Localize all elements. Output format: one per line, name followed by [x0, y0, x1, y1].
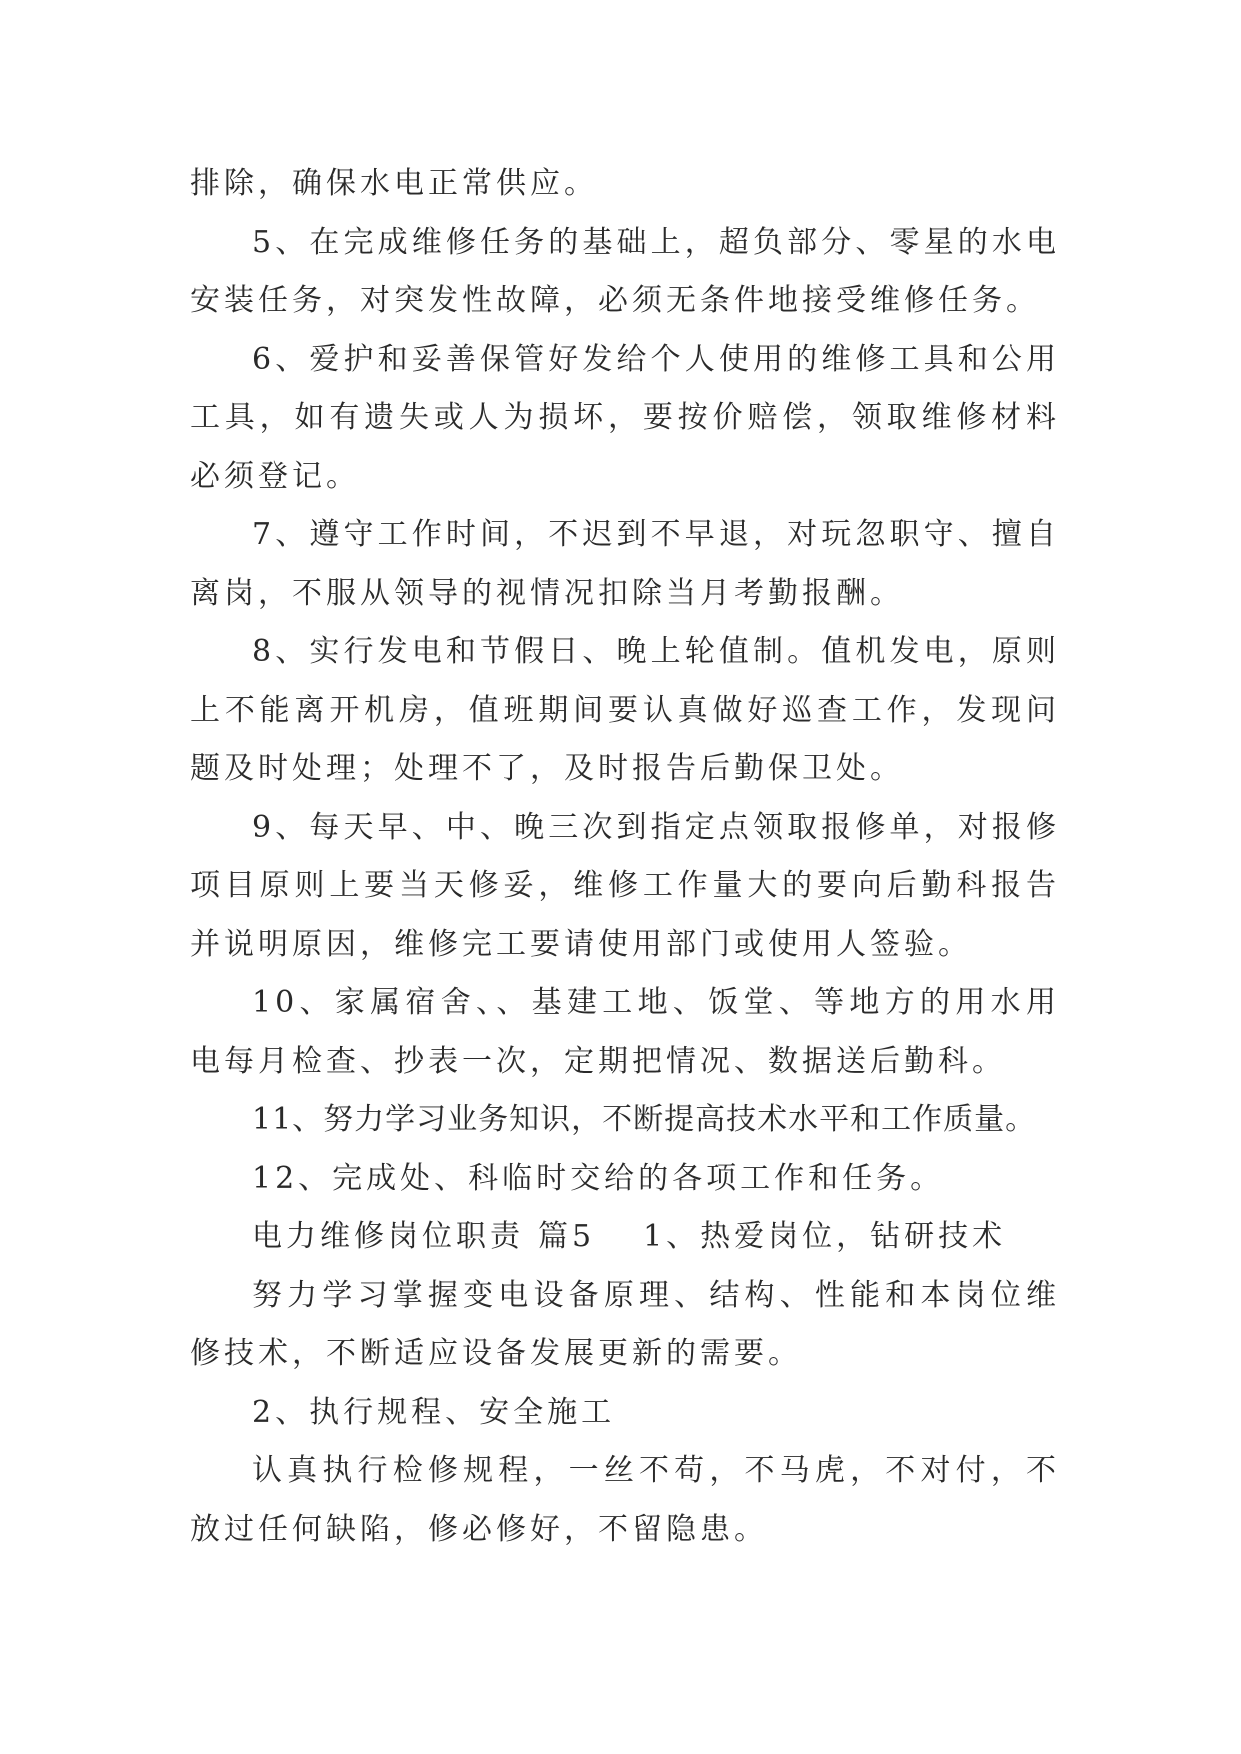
section-first-item: 1、热爱岗位，钻研技术	[643, 1219, 1007, 1254]
paragraph-item-12: 12、完成处、科临时交给的各项工作和任务。	[252, 1160, 945, 1196]
paragraph-continuation: 排除，确保水电正常供应。	[190, 166, 598, 201]
paragraph-item-8: 8、实行发电和节假日、晚上轮值制。值机发电，原则上不能离开机房，值班期间要认真做好巡查工作，发现问题及时处理；处理不了，及时报告后勤保卫处。	[190, 634, 1060, 786]
paragraph-section-item-2-body: 认真执行检修规程，一丝不苟，不马虎，不对付，不放过任何缺陷，修必修好，不留隐患。	[190, 1453, 1060, 1547]
paragraph-item-7: 7、遵守工作时间，不迟到不早退，对玩忽职守、擅自离岗，不服从领导的视情况扣除当月考勤报酬。	[190, 517, 1060, 611]
paragraph-section-item-2-title: 2、执行规程、安全施工	[252, 1394, 616, 1430]
paragraph-section-item-1-body: 努力学习掌握变电设备原理、结构、性能和本岗位维修技术，不断适应设备发展更新的需要。	[190, 1277, 1060, 1371]
paragraph-item-9: 9、每天早、中、晚三次到指定点领取报修单，对报修项目原则上要当天修妥，维修工作量大的要向后勤科报告并说明原因，维修完工要请使用部门或使用人签验。	[190, 809, 1060, 962]
paragraph-item-6: 6、爱护和妥善保管好发给个人使用的维修工具和公用工具，如有遗失或人为损坏，要按价赔偿，领取维修材料必须登记。	[190, 341, 1060, 494]
paragraph-item-11: 11、努力学习业务知识，不断提高技术水平和工作质量。	[252, 1102, 1037, 1137]
section-heading	[190, 1208, 1060, 1267]
section-part: 篇5	[538, 1219, 596, 1254]
document-body	[190, 155, 1060, 1559]
paragraph-item-10: 10、家属宿舍、、基建工地、饭堂、等地方的用水用电每月检查、抄表一次，定期把情况、数据送后勤科。	[190, 985, 1060, 1079]
section-title: 电力维修岗位职责	[252, 1219, 524, 1254]
paragraph-item-5: 5、在完成维修任务的基础上，超负部分、零星的水电安装任务，对突发性故障，必须无条件地接受维修任务。	[190, 224, 1060, 318]
